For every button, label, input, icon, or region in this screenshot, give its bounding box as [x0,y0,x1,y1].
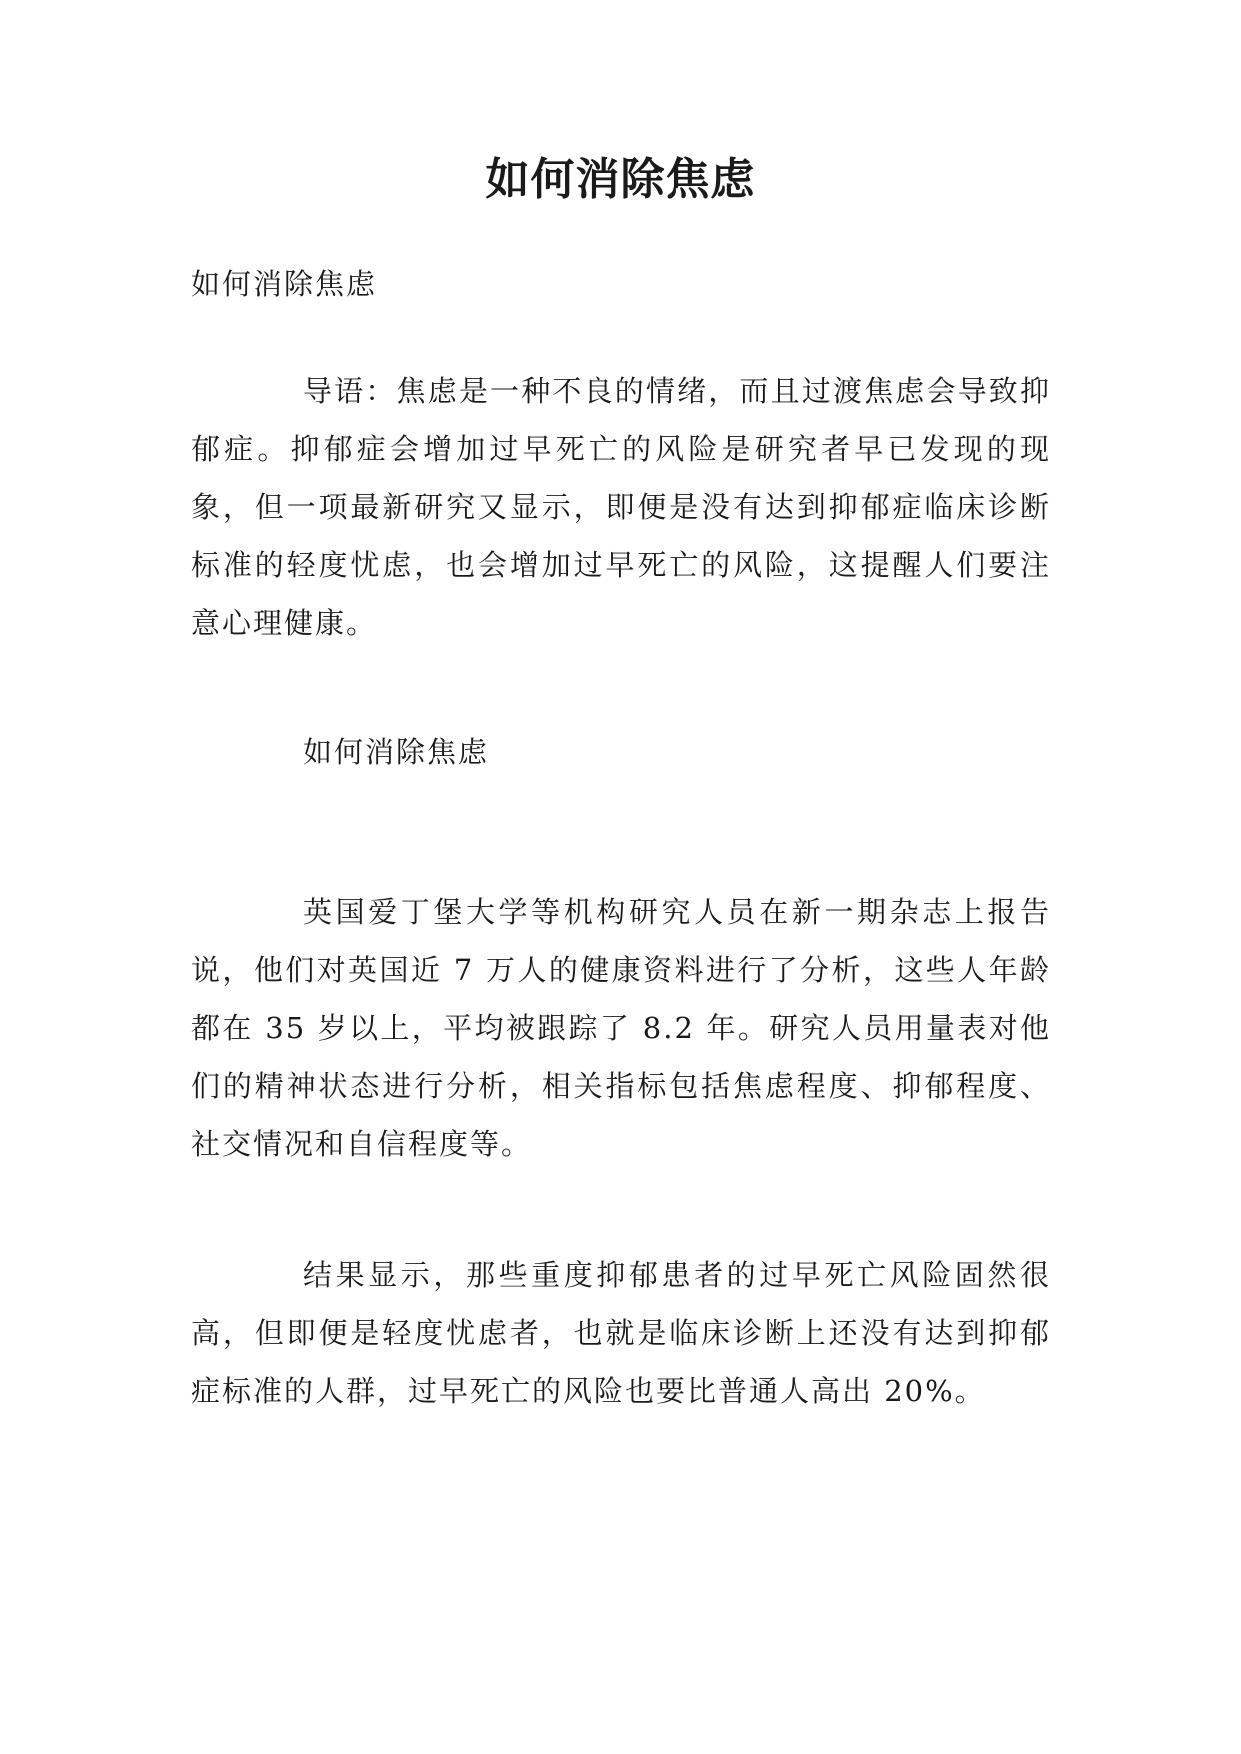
section-heading: 如何消除焦虑 [303,735,490,769]
intro-paragraph: 导语：焦虑是一种不良的情绪，而且过渡焦虑会导致抑郁症。抑郁症会增加过早死亡的风险是研究者早已发现的现象，但一项最新研究又显示，即便是没有达到抑郁症临床诊断标准的轻度忧虑，也会增加过早死亡的风险，这提醒人们要注意心理健康。 [191,374,1051,640]
document-title: 如何消除焦虑 [485,154,756,205]
body-paragraph-2: 结果显示，那些重度抑郁患者的过早死亡风险固然很高，但即便是轻度忧虑者，也就是临床诊断上还没有达到抑郁症标准的人群，过早死亡的风险也要比普通人高出 20%。 [191,1258,1051,1408]
document-subtitle: 如何消除焦虑 [191,267,378,301]
body-paragraph-1: 英国爱丁堡大学等机构研究人员在新一期杂志上报告说，他们对英国近 7 万人的健康资料进行了分析，这些人年龄都在 35 岁以上，平均被跟踪了 8.2 年。研究人员用量表对他们的精神状态进行分析，相关指标包括焦虑程度、抑郁程度、社交情况和自信程度等。 [191,895,1051,1161]
